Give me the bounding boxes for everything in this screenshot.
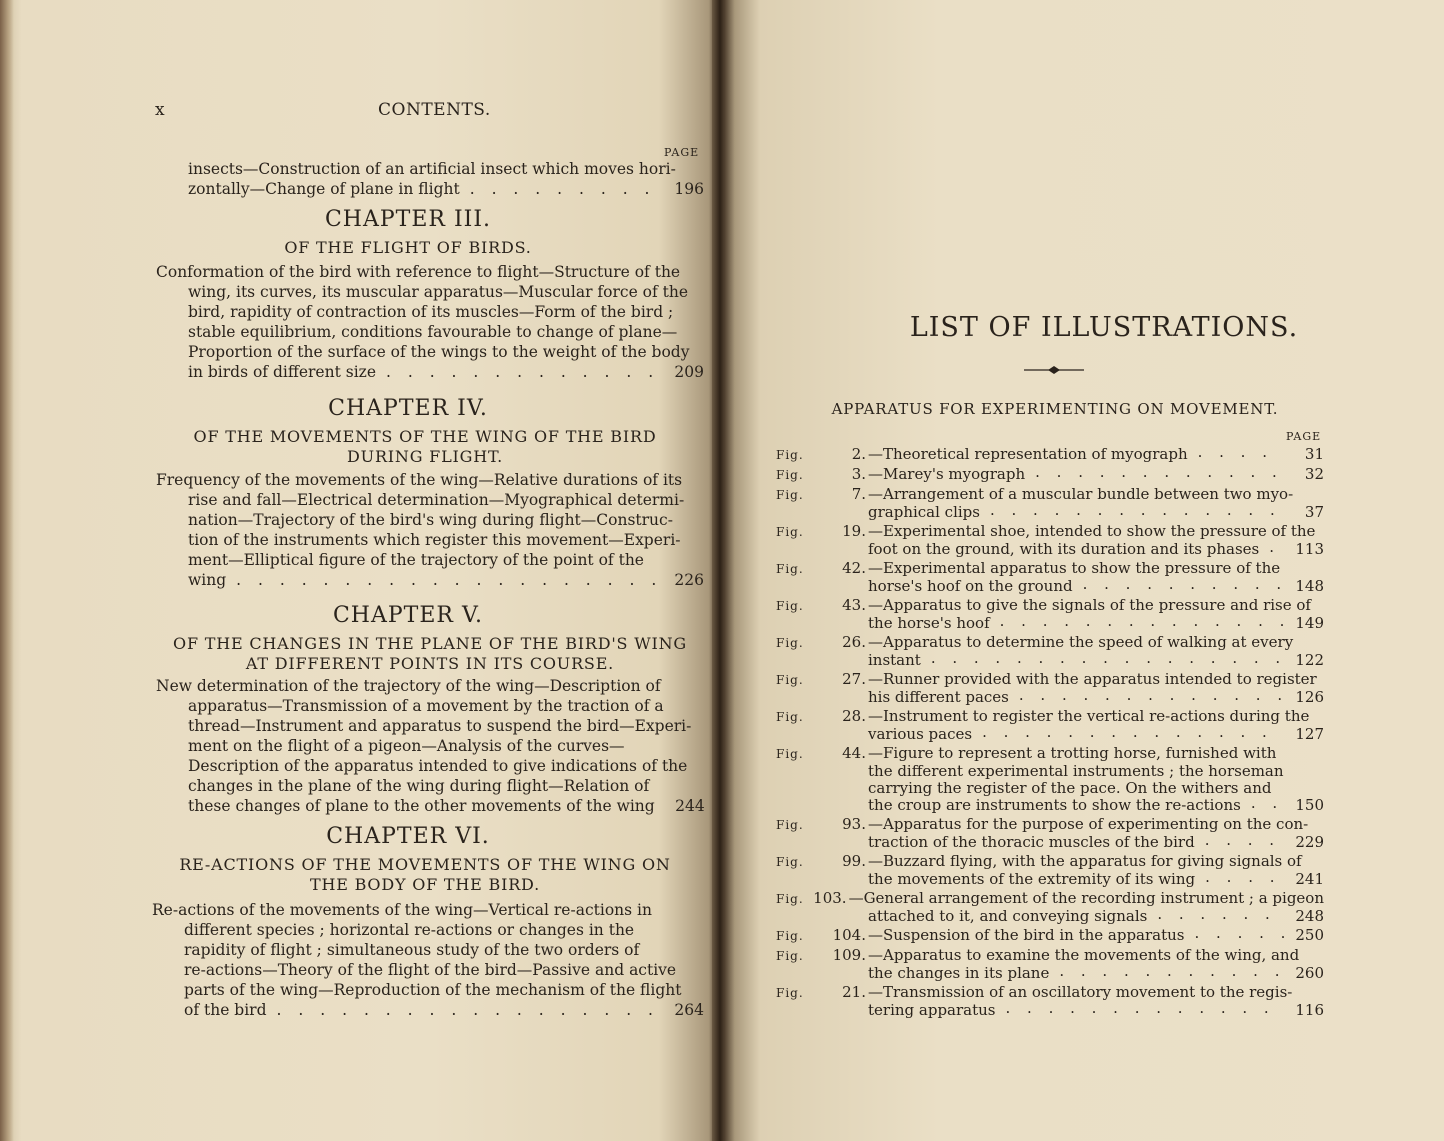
page-number: 248 <box>1295 907 1324 925</box>
fig-number: 2. <box>851 445 866 463</box>
fig-label: Fig. <box>776 818 804 832</box>
entry-line: rapidity of flight ; simultaneous study of the two orders of <box>184 941 640 959</box>
entry-line: tion of the instruments which register this movement—Experi- <box>188 531 681 549</box>
illustration-entry <box>776 816 1324 851</box>
fig-caption-line: tering apparatus <box>868 1001 996 1019</box>
fig-number: 42. <box>842 559 866 577</box>
illustration-entry <box>776 890 1324 925</box>
leader-dots <box>931 664 1284 665</box>
illustration-entry <box>776 708 1324 743</box>
entry-line: re-actions—Theory of the flight of the bird—Passive and active <box>184 961 677 979</box>
fig-label: Fig. <box>776 929 804 943</box>
leader-dots <box>1035 478 1284 479</box>
fig-caption-line: —General arrangement of the recording instrument ; a pigeon <box>848 889 1324 907</box>
leader-dots <box>1269 553 1284 554</box>
leader-dots <box>982 738 1284 739</box>
fig-label: Fig. <box>776 599 804 613</box>
page-number: 264 <box>674 1001 704 1019</box>
fig-number: 43. <box>842 596 866 614</box>
illustration-entry <box>776 486 1324 521</box>
fig-label: Fig. <box>776 448 804 462</box>
entry-line: stable equilibrium, conditions favourable to change of plane— <box>188 323 678 341</box>
entry-line: insects—Construction of an artificial insect which moves hori- <box>188 160 676 178</box>
leader-dots <box>386 376 664 377</box>
left-page <box>0 0 716 1141</box>
fig-caption-line: the croup are instruments to show the re-actions <box>868 796 1241 814</box>
fig-caption-line: instant <box>868 651 921 669</box>
page-number: 209 <box>674 363 704 381</box>
chapter-subtitle <box>160 427 690 467</box>
page-number: 260 <box>1295 964 1324 982</box>
list-title: LIST OF ILLUSTRATIONS. <box>909 312 1299 343</box>
illustration-entry <box>776 634 1324 669</box>
fig-caption-line: his different paces <box>868 688 1009 706</box>
page-number: 116 <box>1295 1001 1324 1019</box>
subtitle-line: DURING FLIGHT. <box>347 447 503 466</box>
fig-number: 19. <box>842 522 866 540</box>
illustration-entry <box>776 745 1324 814</box>
contents-entry <box>156 262 704 382</box>
fig-label: Fig. <box>776 710 804 724</box>
fig-caption-line: graphical clips <box>868 503 980 521</box>
page-number: 127 <box>1295 725 1324 743</box>
fig-caption-line: the horse's hoof <box>868 614 990 632</box>
fig-number: 21. <box>842 983 866 1001</box>
fig-caption-line: the changes in its plane <box>868 964 1050 982</box>
fig-caption-line: —Apparatus to examine the movements of the wing, and <box>868 946 1300 964</box>
subtitle-line: RE-ACTIONS OF THE MOVEMENTS OF THE WING ON <box>179 855 671 874</box>
page-number: 244 <box>675 797 705 815</box>
folio: x <box>155 100 166 120</box>
contents-entry <box>152 900 704 1020</box>
entry-line: New determination of the trajectory of the wing—Description of <box>156 677 661 695</box>
fig-caption-line: —Instrument to register the vertical re-actions during the <box>868 707 1310 725</box>
fig-label: Fig. <box>776 468 804 482</box>
fig-number: 99. <box>842 852 866 870</box>
leader-dots <box>277 1014 664 1015</box>
entry-line: Description of the apparatus intended to give indications of the <box>188 757 688 775</box>
fig-caption-line: —Apparatus to determine the speed of walking at every <box>868 633 1294 651</box>
entry-line: ment—Elliptical figure of the trajectory of the point of the <box>188 551 644 569</box>
fig-label: Fig. <box>776 747 804 761</box>
fig-label: Fig. <box>776 892 804 906</box>
fig-label: Fig. <box>776 525 804 539</box>
fig-label: Fig. <box>776 562 804 576</box>
leader-dots <box>1083 590 1284 591</box>
page-number: 226 <box>674 571 704 589</box>
fig-number: 103. <box>813 889 847 907</box>
fig-caption-line: —Experimental shoe, intended to show the pressure of the <box>868 522 1316 540</box>
fig-caption-line: —Buzzard flying, with the apparatus for giving signals of <box>868 852 1302 870</box>
illustration-entry <box>776 523 1324 558</box>
entry-line: zontally—Change of plane in flight <box>188 180 460 198</box>
page-number: 32 <box>1304 465 1324 483</box>
fig-caption-line: carrying the register of the pace. On the withers and <box>868 779 1272 797</box>
fig-caption-line: the movements of the extremity of its wing <box>868 870 1196 888</box>
entry-line: apparatus—Transmission of a movement by the traction of a <box>188 697 664 715</box>
page-number: 113 <box>1295 540 1324 558</box>
chapter-title: CHAPTER V. <box>332 603 484 628</box>
page-column-label: PAGE <box>1286 430 1322 443</box>
chapter-title: CHAPTER VI. <box>326 824 490 849</box>
page-number: 31 <box>1304 445 1324 463</box>
subtitle-line: OF THE CHANGES IN THE PLANE OF THE BIRD'S WING <box>173 634 687 653</box>
page-number: 37 <box>1304 503 1324 521</box>
leader-dots <box>990 516 1284 517</box>
chapter-title: CHAPTER III. <box>324 207 492 232</box>
page-number: 122 <box>1295 651 1324 669</box>
page-number: 150 <box>1295 796 1324 814</box>
fig-number: 93. <box>842 815 866 833</box>
fig-caption-line: —Apparatus for the purpose of experimenting on the con- <box>868 815 1309 833</box>
running-head: CONTENTS. <box>378 100 491 120</box>
page-number: 196 <box>674 180 704 198</box>
entry-line: Frequency of the movements of the wing—Relative durations of its <box>156 471 683 489</box>
fig-label: Fig. <box>776 855 804 869</box>
entry-line: wing <box>188 571 227 589</box>
page-number: 250 <box>1295 926 1324 944</box>
entry-line: Proportion of the surface of the wings to the weight of the body <box>188 343 690 361</box>
page-number: 241 <box>1295 870 1324 888</box>
chapter-subtitle: OF THE FLIGHT OF BIRDS. <box>284 238 532 257</box>
entry-line: in birds of different size <box>188 363 376 381</box>
entry-line: nation—Trajectory of the bird's wing during flight—Construc- <box>188 511 673 529</box>
entry-line: ment on the flight of a pigeon—Analysis of the curves— <box>188 737 625 755</box>
entry-line: rise and fall—Electrical determination—Myographical determi- <box>188 491 685 509</box>
fig-label: Fig. <box>776 636 804 650</box>
leader-dots <box>1059 977 1284 978</box>
leader-dots <box>1251 809 1284 810</box>
entry-line: Conformation of the bird with reference to flight—Structure of the <box>156 263 681 281</box>
chapter-title: CHAPTER IV. <box>328 396 488 421</box>
entry-line: different species ; horizontal re-actions or changes in the <box>184 921 635 939</box>
illustration-entry <box>776 560 1324 595</box>
page-edge <box>0 0 14 1141</box>
leader-dots <box>1195 939 1284 940</box>
fig-number: 3. <box>851 465 866 483</box>
contents-entry <box>156 676 704 816</box>
fig-caption-line: —Suspension of the bird in the apparatus <box>868 926 1185 944</box>
illustration-entry <box>776 947 1324 982</box>
contents-entry-intro <box>188 159 704 199</box>
chapter-subtitle <box>160 855 690 895</box>
fig-number: 26. <box>842 633 866 651</box>
illustration-entry <box>776 927 1324 945</box>
fig-caption-line: —Arrangement of a muscular bundle between two myo- <box>868 485 1294 503</box>
fig-caption-line: —Marey's myograph <box>868 465 1026 483</box>
fig-number: 104. <box>832 926 866 944</box>
fig-caption-line: foot on the ground, with its duration and its phases <box>868 540 1260 558</box>
illustration-entry <box>776 671 1324 706</box>
illustration-entry <box>776 984 1324 1019</box>
leader-dots <box>1157 920 1284 921</box>
ornament-rule <box>1024 364 1084 376</box>
illustration-entry <box>776 853 1324 888</box>
entry-line: of the bird <box>184 1001 267 1019</box>
entry-line: thread—Instrument and apparatus to suspend the bird—Experi- <box>188 717 692 735</box>
entry-line: parts of the wing—Reproduction of the mechanism of the flight <box>184 981 682 999</box>
fig-caption-line: attached to it, and conveying signals <box>868 907 1148 925</box>
illustration-entry <box>776 446 1324 464</box>
illustration-entry <box>776 597 1324 632</box>
page-number: 126 <box>1295 688 1324 706</box>
leader-dots <box>1205 883 1284 884</box>
leader-dots <box>1006 1014 1285 1015</box>
illustration-entry <box>776 466 1324 484</box>
fig-caption-line: —Apparatus to give the signals of the pressure and rise of <box>868 596 1311 614</box>
page-number: 149 <box>1295 614 1324 632</box>
entry-line: changes in the plane of the wing during flight—Relation of <box>188 777 650 795</box>
leader-dots <box>1000 627 1284 628</box>
fig-number: 109. <box>832 946 866 964</box>
subtitle-line: OF THE MOVEMENTS OF THE WING OF THE BIRD <box>193 427 657 446</box>
fig-caption-line: —Runner provided with the apparatus intended to register <box>868 670 1317 688</box>
fig-caption-line: —Experimental apparatus to show the pressure of the <box>868 559 1281 577</box>
subtitle-line: THE BODY OF THE BIRD. <box>309 875 540 894</box>
fig-caption-line: horse's hoof on the ground <box>868 577 1073 595</box>
right-page <box>724 0 1444 1141</box>
fig-label: Fig. <box>776 986 804 1000</box>
fig-caption-line: the different experimental instruments ; the horseman <box>868 762 1284 780</box>
fig-caption-line: traction of the thoracic muscles of the bird <box>868 833 1195 851</box>
fig-label: Fig. <box>776 488 804 502</box>
section-heading: APPARATUS FOR EXPERIMENTING ON MOVEMENT. <box>831 400 1279 418</box>
page-number: 148 <box>1295 577 1324 595</box>
leader-dots <box>1198 458 1284 459</box>
leader-dots <box>470 193 664 194</box>
entry-line: wing, its curves, its muscular apparatus—Muscular force of the <box>188 283 689 301</box>
fig-label: Fig. <box>776 673 804 687</box>
fig-caption-line: various paces <box>868 725 973 743</box>
fig-label: Fig. <box>776 949 804 963</box>
page-number: 229 <box>1295 833 1324 851</box>
subtitle-line: AT DIFFERENT POINTS IN ITS COURSE. <box>245 654 615 673</box>
fig-caption-line: —Figure to represent a trotting horse, furnished with <box>868 744 1277 762</box>
entry-line: Re-actions of the movements of the wing—Vertical re-actions in <box>152 901 652 919</box>
fig-number: 44. <box>842 744 866 762</box>
leader-dots <box>1205 846 1284 847</box>
leader-dots <box>1019 701 1284 702</box>
contents-entry <box>156 470 704 590</box>
fig-caption-line: —Transmission of an oscillatory movement to the regis- <box>868 983 1293 1001</box>
fig-number: 27. <box>842 670 866 688</box>
chapter-subtitle <box>160 634 700 674</box>
leader-dots <box>236 584 664 585</box>
fig-caption-line: —Theoretical representation of myograph <box>868 445 1188 463</box>
page-column-label: PAGE <box>664 146 700 159</box>
fig-number: 28. <box>842 707 866 725</box>
entry-line: bird, rapidity of contraction of its muscles—Form of the bird ; <box>188 303 674 321</box>
fig-number: 7. <box>851 485 866 503</box>
entry-line: these changes of plane to the other movements of the wing <box>188 797 655 815</box>
